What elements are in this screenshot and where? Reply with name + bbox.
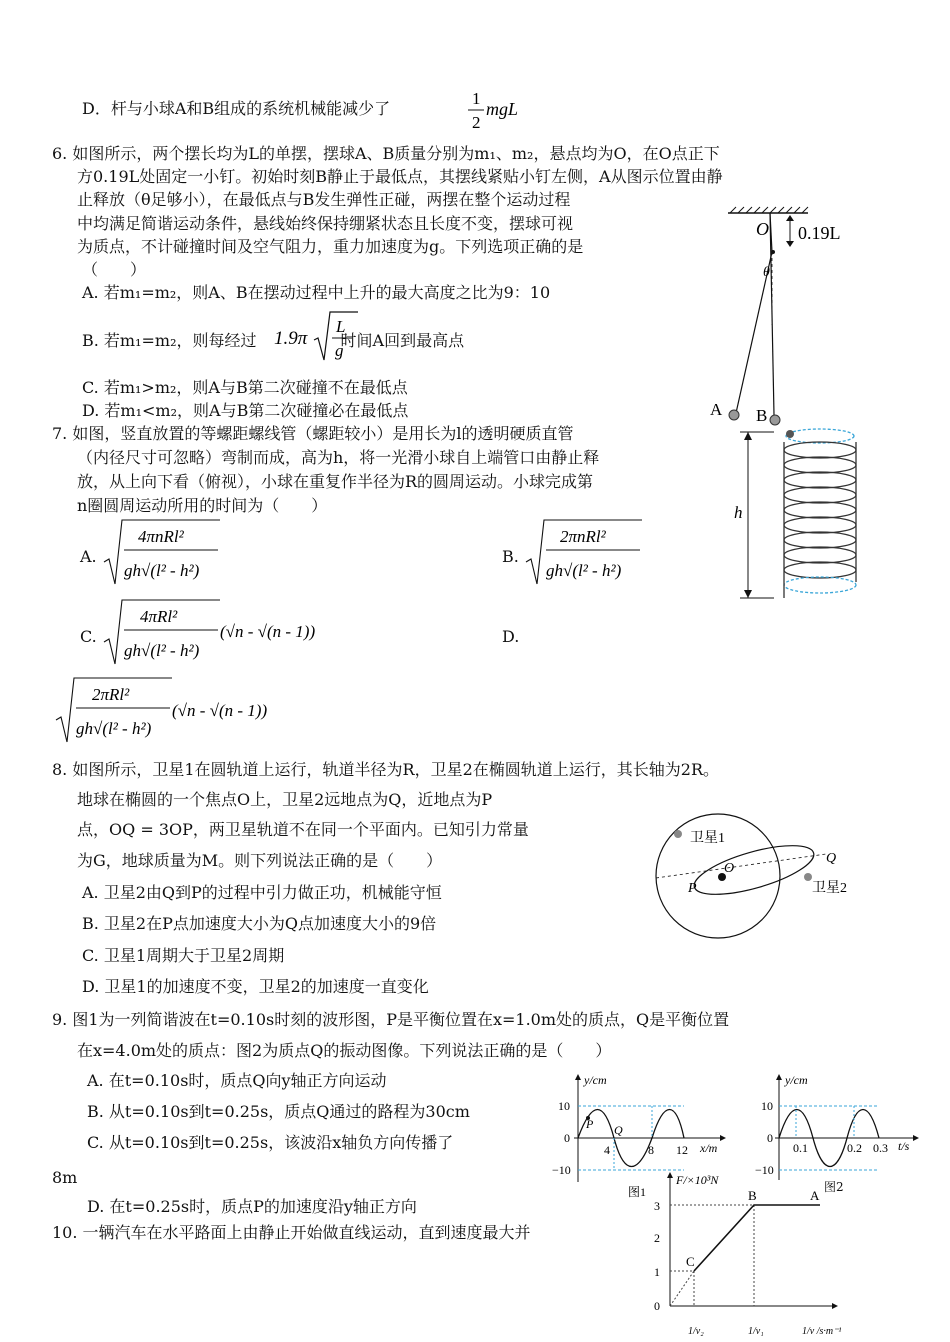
q6-option-d: D. 若m₁<m₂，则A与B第二次碰撞必在最低点 <box>82 401 409 420</box>
label-b: B <box>748 1188 757 1203</box>
tail: (√n - √(n - 1)) <box>220 622 316 641</box>
numerator: 4πnRl² <box>138 527 184 546</box>
denominator: gh√(l² - h²) <box>124 641 200 660</box>
y-tick-2: 2 <box>654 1231 660 1245</box>
q6-option-a: A. 若m₁=m₂，则A、B在摆动过程中上升的最大高度之比为9：10 <box>82 283 551 302</box>
y-tick-1: 1 <box>654 1265 660 1279</box>
q6-stem-4: 中均满足简谐运动条件，悬线始终保持绷紧状态且长度不变，摆球可视 <box>77 214 574 233</box>
dim-arrow-down <box>786 241 794 247</box>
label-o: O <box>756 219 769 239</box>
q7-b-label: B. <box>502 547 519 566</box>
q6-stem-5: 为质点，不计碰撞时间及空气阻力，重力加速度为g。下列选项正确的是 <box>77 237 584 256</box>
caption-fig1: 图1 <box>628 1185 647 1199</box>
q7-d-label: D. <box>502 627 520 646</box>
label-q: Q <box>826 851 837 866</box>
orbit-figure <box>656 818 866 958</box>
numerator: 2πnRl² <box>560 527 606 546</box>
frac-numerator: 1 <box>472 89 481 108</box>
helix-coils <box>784 429 856 598</box>
label-0-19l: 0.19L <box>798 223 841 243</box>
x-tick-inv-v2: 1/v₂ <box>688 1326 704 1337</box>
q9-option-b: B. 从t=0.10s到t=0.25s，质点Q通过的路程为30cm <box>87 1102 470 1121</box>
x-label: x/m <box>700 1141 718 1155</box>
y-tick-10: 10 <box>558 1099 570 1113</box>
extension-to-origin <box>670 1271 694 1306</box>
y-tick-3: 3 <box>654 1199 660 1213</box>
pendulum-figure <box>700 205 840 430</box>
q7-a-label: A. <box>80 547 97 566</box>
arrow-up <box>744 432 752 440</box>
label-p: P <box>688 881 697 896</box>
t-tick-0-2: 0.2 <box>847 1141 862 1155</box>
q8-stem-1: 8. 如图所示，卫星1在圆轨道上运行，轨道半径为R，卫星2在椭圆轨道上运行，其长轴为2R。 <box>52 760 719 779</box>
t-arrow <box>913 1135 919 1141</box>
sqrt-num-l: L <box>336 317 346 336</box>
major-axis <box>656 854 826 878</box>
y-label: F/×10³N <box>676 1173 719 1187</box>
q7-stem-3: 放，从上向下看（俯视），小球在重复作半径为R的圆周运动。小球完成第 <box>77 472 594 491</box>
y-tick-10: 10 <box>761 1099 773 1113</box>
q8-option-a: A. 卫星2由Q到P的过程中引力做正功，机械能守恒 <box>82 883 442 902</box>
y-tick-0: 0 <box>564 1131 570 1145</box>
x-tick-12: 12 <box>676 1143 688 1157</box>
q9-stem-2: 在x=4.0m处的质点：图2为质点Q的振动图像。下列说法正确的是（ ） <box>77 1041 612 1060</box>
y-arrow <box>667 1172 673 1178</box>
satellite-2 <box>804 873 812 881</box>
graph-line <box>694 1205 820 1271</box>
q8-option-c: C. 卫星1周期大于卫星2周期 <box>82 946 285 965</box>
ball <box>786 430 794 438</box>
label-q: Q <box>614 1123 623 1137</box>
helix-figure <box>728 422 868 602</box>
ceiling-hatch <box>730 207 808 213</box>
x-arrow <box>720 1135 726 1141</box>
q10-stem-1: 10. 一辆汽车在水平路面上由静止开始做直线运动，直到速度最大并 <box>52 1223 531 1242</box>
q8-option-b: B. 卫星2在P点加速度大小为Q点加速度大小的9倍 <box>82 914 437 933</box>
y-tick-0: 0 <box>654 1299 660 1313</box>
q6-blank: （ ） <box>82 260 147 279</box>
q5-option-d <box>82 98 390 120</box>
force-graph <box>648 1170 848 1342</box>
q7-stem-4: n圈圆周运动所用的时间为（ ） <box>77 496 328 515</box>
q8-stem-2: 地球在椭圆的一个焦点O上，卫星2远地点为Q，近地点为P <box>77 790 493 809</box>
frac-denominator: 2 <box>472 113 481 132</box>
q6-stem-3: 止释放（θ足够小），在最低点与B发生弹性正碰，两摆在整个运动过程 <box>77 190 571 209</box>
q7-d-formula <box>56 676 296 746</box>
numerator: 2πRl² <box>92 685 130 704</box>
q6-option-c: C. 若m₁>m₂，则A与B第二次碰撞不在最低点 <box>82 378 408 397</box>
denominator: gh√(l² - h²) <box>546 561 622 580</box>
q6-stem-2: 方0.19L处固定一小钉。初始时刻B静止于最低点，其摆线紧贴小钉左侧，A从图示位置由静 <box>77 167 723 186</box>
q7-b-formula <box>526 518 646 588</box>
label-p: P <box>586 1117 594 1131</box>
satellite-1 <box>674 830 682 838</box>
q9-stem-1: 9. 图1为一列简谐波在t=0.10s时刻的波形图，P是平衡位置在x=1.0m处的质点，Q是平衡位置 <box>52 1010 730 1029</box>
label-a: A <box>710 400 723 419</box>
label-c: C <box>686 1254 695 1269</box>
t-tick-0-3: 0.3 <box>873 1141 888 1155</box>
q6-stem-1: 6. 如图所示，两个摆长均为L的单摆，摆球A、B质量分别为m₁、m₂，悬点均为O，在O点正下 <box>52 144 720 163</box>
numerator: 4πRl² <box>140 607 178 626</box>
y-tick-neg10: −10 <box>552 1163 571 1177</box>
x-tick-4: 4 <box>604 1143 610 1157</box>
y-tick-neg10: −10 <box>755 1163 774 1177</box>
denominator: gh√(l² - h²) <box>76 719 152 738</box>
label-theta: θ <box>763 265 770 280</box>
caption-fig2: 图2 <box>824 1180 844 1194</box>
q8-stem-4: 为G，地球质量为M。则下列说法正确的是（ ） <box>77 851 443 870</box>
y-arrow <box>776 1074 782 1080</box>
q5-d-fraction <box>466 88 526 136</box>
t-label: t/s <box>898 1139 910 1153</box>
q9-option-c-tail: 8m <box>52 1168 78 1187</box>
sqrt-den-g: g <box>335 341 344 360</box>
y-label: y/cm <box>584 1073 607 1087</box>
label-satellite-1: 卫星1 <box>690 831 725 846</box>
q9-option-c: C. 从t=0.10s到t=0.25s，该波沿x轴负方向传播了 <box>87 1133 454 1152</box>
nail <box>771 250 775 254</box>
x-arrow <box>832 1303 838 1309</box>
label-b: B <box>756 406 768 425</box>
arrow-down <box>744 590 752 598</box>
q9-option-a: A. 在t=0.10s时，质点Q向y轴正方向运动 <box>87 1071 387 1090</box>
y-arrow <box>575 1074 581 1080</box>
y-tick-0: 0 <box>767 1131 773 1145</box>
q6-b-post: 时间A回到最高点 <box>340 331 465 350</box>
tail: (√n - √(n - 1)) <box>172 701 268 720</box>
q9-option-d: D. 在t=0.25s时，质点P的加速度沿y轴正方向 <box>87 1197 417 1216</box>
t-tick-0-1: 0.1 <box>793 1141 808 1155</box>
label-satellite-2: 卫星2 <box>812 881 847 896</box>
vibration-figure-2 <box>755 1072 925 1177</box>
q6-b-pre: B. 若m₁=m₂，则每经过 <box>82 331 257 350</box>
q8-stem-3: 点，OQ = 3OP，两卫星轨道不在同一个平面内。已知引力常量 <box>77 820 529 839</box>
q6-b-formula <box>272 308 358 366</box>
q7-stem-1: 7. 如图，竖直放置的等螺距螺线管（螺距较小）是用长为l的透明硬质直管 <box>52 424 574 443</box>
x-label: 1/v /s·m⁻¹ <box>802 1326 842 1337</box>
label-o: O <box>724 861 735 876</box>
label-a: A <box>810 1188 820 1203</box>
q5-d-mgl: mgL <box>486 99 519 119</box>
y-label: y/cm <box>785 1073 808 1087</box>
denominator: gh√(l² - h²) <box>124 561 200 580</box>
q7-c-formula <box>104 598 344 668</box>
q7-a-formula <box>104 518 224 588</box>
q7-c-label: C. <box>80 627 97 646</box>
x-tick-inv-v1: 1/v₁ <box>748 1326 764 1337</box>
q5-d-text: D．杆与小球A和B组成的系统机械能减少了 <box>82 99 391 118</box>
coef-1-9pi: 1.9π <box>274 328 308 349</box>
q8-option-d: D. 卫星1的加速度不变，卫星2的加速度一直变化 <box>82 977 429 996</box>
label-h: h <box>734 503 743 522</box>
q7-stem-2: （内径尺寸可忽略）弯制而成，高为h，将一光滑小球自上端管口由静止释 <box>77 448 600 467</box>
ball-a <box>729 410 739 420</box>
dim-arrow-up <box>786 215 794 221</box>
x-tick-8: 8 <box>648 1143 654 1157</box>
